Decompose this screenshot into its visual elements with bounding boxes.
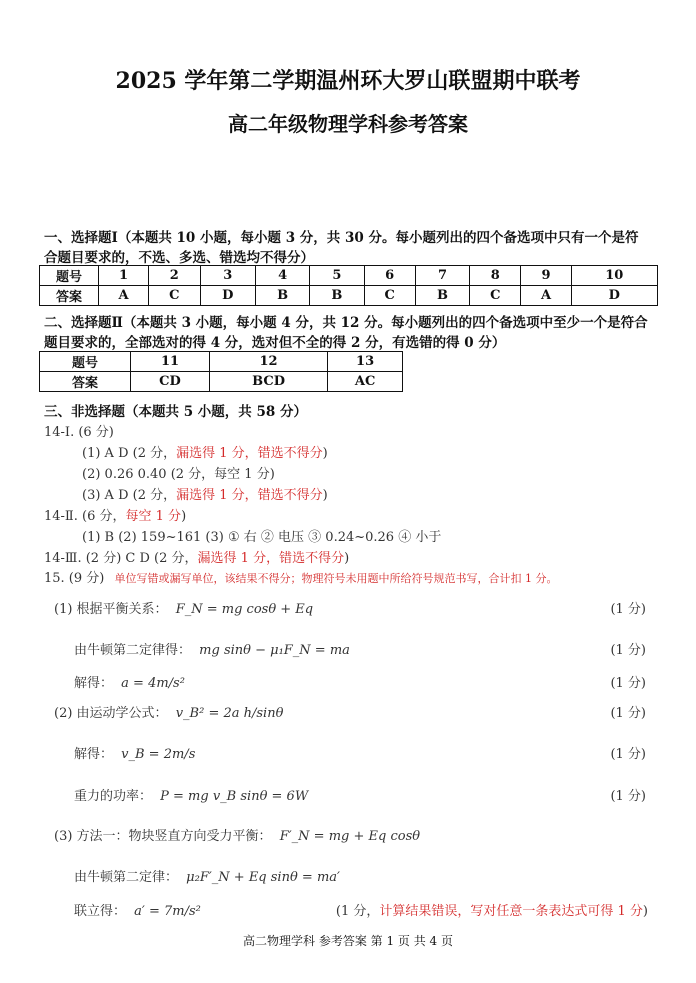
section1-heading-line2: 合题目要求的，不选、多选、错选均不得分）: [44, 250, 314, 266]
table-cell: B: [310, 286, 364, 306]
table-cell: 10: [571, 266, 657, 286]
q14-1-line3: (3) A D (2 分，漏选得 1 分，错选不得分): [82, 488, 328, 503]
page-footer: 高二物理学科 参考答案 第 1 页 共 4 页: [243, 934, 453, 948]
q15-line8: [74, 866, 340, 885]
page-subtitle: 高二年级物理学科参考答案: [228, 112, 468, 136]
table-cell: 4: [256, 266, 310, 286]
table-cell: C: [149, 286, 200, 306]
q15-line5-eq: v_B = 2m/s: [121, 747, 196, 762]
q14-1-line1-note: 漏选得 1 分，错选不得分: [176, 446, 323, 461]
row-label-number: 题号: [40, 266, 99, 286]
table-cell: 6: [364, 266, 415, 286]
row-label-number: 题号: [40, 352, 131, 372]
q14-1-label: 14-Ⅰ. (6 分): [44, 425, 114, 440]
section1-heading-line1: 一、选择题Ⅰ（本题共 10 小题，每小题 3 分，共 30 分。每小题列出的四个备选项中只有一个是符: [44, 230, 639, 246]
q15-line5-prefix: 解得：: [74, 747, 114, 762]
row-label-answer: 答案: [40, 286, 99, 306]
table-cell: C: [364, 286, 415, 306]
q15-line9-score-suffix: ): [642, 904, 648, 919]
table-cell: A: [521, 286, 571, 306]
table-row: [40, 352, 403, 372]
table-cell: B: [256, 286, 310, 306]
table-cell: D: [571, 286, 657, 306]
q15-line7-prefix: (3) 方法一：物块竖直方向受力平衡：: [54, 829, 272, 844]
q15-line7-eq: F′_N = mg + Eq cosθ: [279, 829, 421, 844]
table-cell: D: [200, 286, 256, 306]
q15-line9-prefix: 联立得：: [74, 904, 127, 919]
section2-heading-line2: 题目要求的，全部选对的得 4 分，选对但不全的得 2 分，有选错的得 0 分）: [44, 335, 506, 351]
q15-line3-score: (1 分): [610, 676, 646, 691]
q14-2-label: 14-Ⅱ. (6 分，每空 1 分): [44, 509, 187, 524]
q15-line9: [74, 900, 201, 919]
q15-line7: [54, 825, 420, 844]
q15-line5: [74, 743, 195, 762]
q15-line6-eq: P = mg v_B sinθ = 6W: [160, 789, 309, 804]
table-cell: 9: [521, 266, 571, 286]
q15-line4-prefix: (2) 由运动学公式：: [54, 706, 168, 721]
q15-line9-score-note: 计算结果错误，写对任意一条表达式可得 1 分: [379, 904, 643, 919]
q15-line9-score-prefix: (1 分，: [335, 904, 380, 919]
q15-line6-prefix: 重力的功率：: [74, 789, 153, 804]
q15-line5-score: (1 分): [610, 747, 646, 762]
row-label-answer: 答案: [40, 372, 131, 392]
q14-3-note: 漏选得 1 分，错选不得分: [197, 551, 345, 566]
q15-line3-prefix: 解得：: [74, 676, 114, 691]
table-cell: 2: [149, 266, 200, 286]
table-cell: 5: [310, 266, 364, 286]
q15-line6: [74, 785, 308, 804]
table-cell: C: [470, 286, 521, 306]
table-cell: 13: [328, 352, 403, 372]
q15-line1: [54, 598, 313, 617]
q14-1-line1-answer: (1) A D (2 分，: [82, 446, 177, 461]
section2-answer-table: [39, 351, 403, 392]
q15-line2-score: (1 分): [610, 643, 646, 658]
q14-1-line3-answer: (3) A D (2 分，: [82, 488, 177, 503]
q15-note: 单位写错或漏写单位，该结果不得分；物理符号未用题中所给符号规范书写，合计扣 1 分。: [114, 572, 558, 585]
q15-line8-eq: μ₂F′_N + Eq sinθ = ma′: [186, 870, 340, 885]
table-cell: 7: [415, 266, 469, 286]
q15-label: 15. (9 分): [44, 571, 105, 586]
q15-line3: [74, 672, 185, 691]
q14-2-line: (1) B (2) 159~161 (3) ① 右 ② 电压 ③ 0.24~0.26 ④ 小于: [82, 530, 442, 545]
q14-1-line1: (1) A D (2 分，漏选得 1 分，错选不得分): [82, 446, 328, 461]
q15-line2: [74, 639, 350, 658]
table-cell: AC: [328, 372, 403, 392]
page-title: 2025 学年第二学期温州环大罗山联盟期中联考: [115, 68, 581, 94]
section3-heading: 三、非选择题（本题共 5 小题，共 58 分）: [44, 404, 307, 420]
q15-line6-score: (1 分): [610, 789, 646, 804]
table-row: [40, 372, 403, 392]
q15-line4-score: (1 分): [610, 706, 646, 721]
q15-line4-eq: v_B² = 2a h/sinθ: [175, 706, 284, 721]
q15-line9-score: [336, 900, 648, 919]
q14-3-line: 14-Ⅲ. (2 分) C D (2 分，漏选得 1 分，错选不得分): [44, 551, 350, 566]
q15-line2-prefix: 由牛顿第二定律得：: [74, 643, 192, 658]
q15-line8-prefix: 由牛顿第二定律：: [74, 870, 179, 885]
q15-line3-eq: a = 4m/s²: [121, 676, 185, 691]
section2-heading-line1: 二、选择题Ⅱ（本题共 3 小题，每小题 4 分，共 12 分。每小题列出的四个备选项中至少一个是符合: [44, 315, 648, 331]
q15-line1-score: (1 分): [610, 602, 646, 617]
table-cell: BCD: [209, 372, 327, 392]
table-cell: 1: [99, 266, 149, 286]
q14-1-line2: (2) 0.26 0.40 (2 分，每空 1 分): [82, 467, 275, 482]
q14-2-label-text: 14-Ⅱ. (6 分，: [44, 509, 126, 524]
section1-answer-table: [39, 265, 658, 306]
table-cell: CD: [131, 372, 210, 392]
table-cell: B: [415, 286, 469, 306]
table-row: [40, 286, 658, 306]
q15-line2-eq: mg sinθ − μ₁F_N = ma: [199, 643, 350, 658]
q15-line4: [54, 702, 283, 721]
table-cell: 12: [209, 352, 327, 372]
q15-line1-eq: F_N = mg cosθ + Eq: [175, 602, 314, 617]
q14-3-answer: 14-Ⅲ. (2 分) C D (2 分，: [44, 551, 198, 566]
table-row: [40, 266, 658, 286]
q14-2-label-note: 每空 1 分: [125, 509, 182, 524]
table-cell: 8: [470, 266, 521, 286]
table-cell: 3: [200, 266, 256, 286]
table-cell: A: [99, 286, 149, 306]
q15-header: [44, 567, 558, 586]
q14-1-line3-note: 漏选得 1 分，错选不得分: [176, 488, 323, 503]
q15-line1-prefix: (1) 根据平衡关系：: [54, 602, 168, 617]
table-cell: 11: [131, 352, 210, 372]
q15-line9-eq: a′ = 7m/s²: [134, 904, 201, 919]
